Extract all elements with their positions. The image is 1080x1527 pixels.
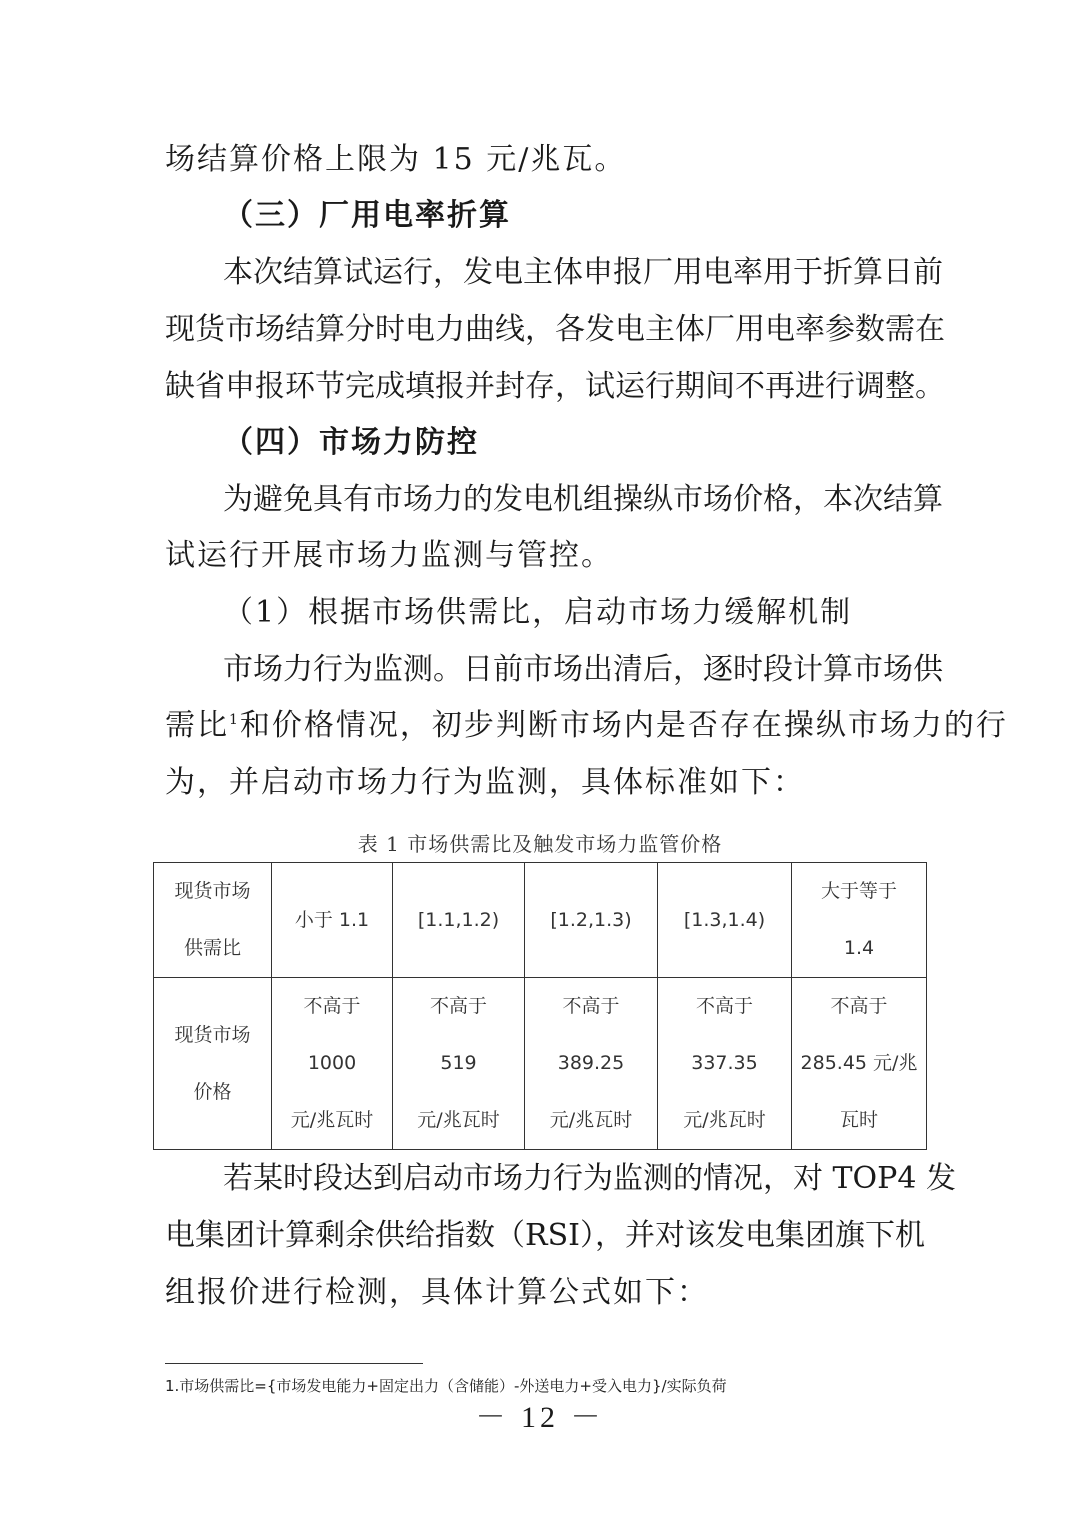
page-number: － 12 － bbox=[475, 1401, 605, 1434]
table-cell: 不高于 389.25 元/兆瓦时 bbox=[525, 978, 658, 1150]
table-cell: [1.1,1.2) bbox=[393, 863, 525, 978]
table-cell: [1.3,1.4) bbox=[658, 863, 792, 978]
table-row bbox=[154, 978, 927, 1150]
paragraph-line: 为避免具有市场力的发电机组操纵市场价格，本次结算 bbox=[223, 482, 943, 517]
row-header-ratio: 现货市场 供需比 bbox=[154, 863, 272, 978]
paragraph-fragment: 需比 bbox=[165, 708, 229, 743]
table-cell: 小于 1.1 bbox=[272, 863, 393, 978]
subsection-heading: （1）根据市场供需比，启动市场力缓解机制 bbox=[223, 595, 853, 630]
paragraph-line: 市场力行为监测。日前市场出清后，逐时段计算市场供 bbox=[223, 652, 943, 687]
footnote-divider bbox=[165, 1363, 423, 1364]
table-cell: 不高于 285.45 元/兆 瓦时 bbox=[792, 978, 927, 1150]
table-caption: 表 1 市场供需比及触发市场力监管价格 bbox=[357, 832, 723, 856]
table-cell: 不高于 1000 元/兆瓦时 bbox=[272, 978, 393, 1150]
paragraph-line: 为，并启动市场力行为监测，具体标准如下： bbox=[165, 765, 805, 800]
footnote-reference: 1 bbox=[229, 712, 240, 728]
paragraph-line: 场结算价格上限为 15 元/兆瓦。 bbox=[165, 142, 627, 177]
paragraph-fragment: 和价格情况，初步判断市场内是否存在操纵市场力的行 bbox=[239, 708, 1008, 743]
paragraph-line: 试运行开展市场力监测与管控。 bbox=[165, 538, 613, 573]
paragraph-line: 若某时段达到启动市场力行为监测的情况，对 TOP4 发 bbox=[223, 1161, 956, 1196]
paragraph-line: 组报价进行检测，具体计算公式如下： bbox=[165, 1275, 709, 1310]
paragraph-line: 缺省申报环节完成填报并封存，试运行期间不再进行调整。 bbox=[165, 369, 945, 404]
paragraph-line bbox=[165, 706, 1008, 746]
table-cell: 大于等于 1.4 bbox=[792, 863, 927, 978]
table-cell: 不高于 337.35 元/兆瓦时 bbox=[658, 978, 792, 1150]
supply-demand-price-table bbox=[153, 862, 927, 1150]
table-cell: 不高于 519 元/兆瓦时 bbox=[393, 978, 525, 1150]
table-row bbox=[154, 863, 927, 978]
section-heading-3: （三）厂用电率折算 bbox=[223, 198, 511, 233]
paragraph-line: 本次结算试运行，发电主体申报厂用电率用于折算日前 bbox=[223, 255, 943, 290]
footnote: 1.市场供需比={市场发电能力+固定出力（含储能）-外送电力+受入电力}/实际负荷 bbox=[165, 1377, 727, 1395]
table-cell: [1.2,1.3) bbox=[525, 863, 658, 978]
section-heading-4: （四）市场力防控 bbox=[223, 425, 479, 460]
row-header-price: 现货市场 价格 bbox=[154, 978, 272, 1150]
paragraph-line: 电集团计算剩余供给指数（RSI），并对该发电集团旗下机 bbox=[165, 1218, 925, 1253]
paragraph-line: 现货市场结算分时电力曲线，各发电主体厂用电率参数需在 bbox=[165, 312, 945, 347]
